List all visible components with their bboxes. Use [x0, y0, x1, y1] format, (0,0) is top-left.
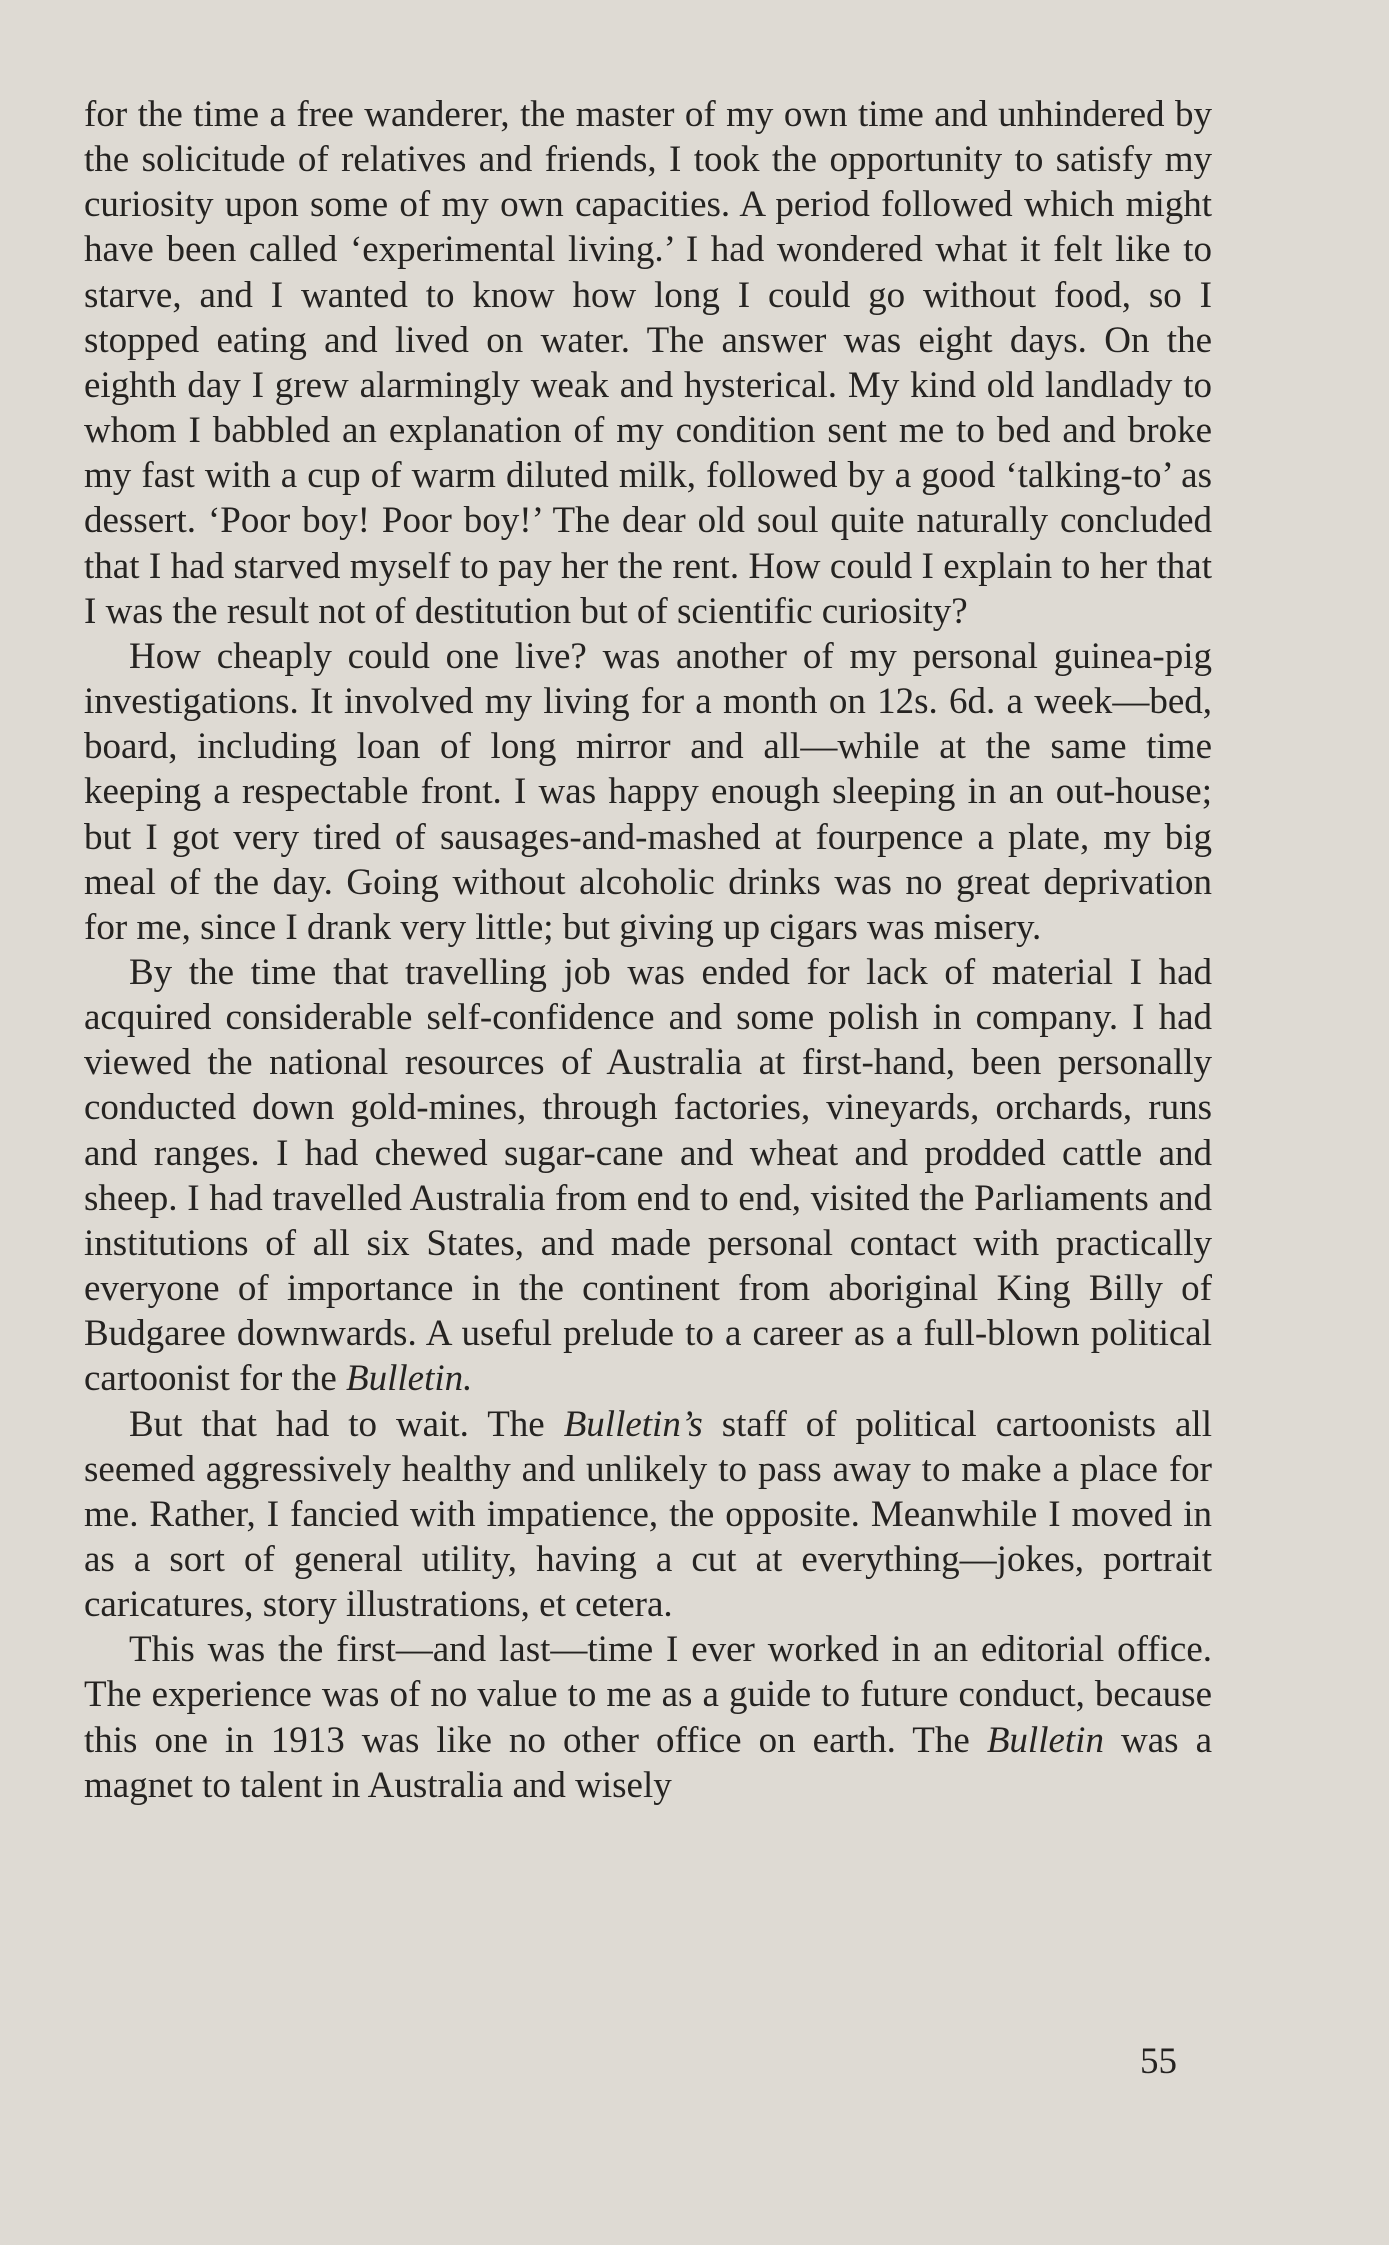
paragraph [84, 1402, 1212, 1628]
paragraph-text: for the time a free wanderer, the master of my own time and unhindered by the solicitude of relatives and friends, I took the opportunity to satisfy my curiosity upon some of my own capacities. A period followed which might have been called ‘experimental living.’ I had wondered what it felt like to starve, and I wanted to know how long I could go without food, so I stopped eating and lived on water. The answer was eight days. On the eighth day I grew alarmingly weak and hysterical. My kind old landlady to whom I babbled an explanation of my condition sent me to bed and broke my fast with a cup of warm diluted milk, followed by a good ‘talking-to’ as dessert. ‘Poor boy! Poor boy!’ The dear old soul quite naturally concluded that I had starved myself to pay her the rent. How could I explain to her that I was the result not of destitution but of scientific curiosity? [84, 94, 1212, 632]
paragraph [84, 92, 1212, 634]
paragraph-text: How cheaply could one live? was another of my personal guinea-pig investigations. It involved my living for a month on 12s. 6d. a week—bed, board, including loan of long mirror and all—while at the same time keeping a respectable front. I was happy enough sleeping in an out-house; but I got very tired of sausages-and-mashed at fourpence a plate, my big meal of the day. Going without alcoholic drinks was no great deprivation for me, since I drank very little; but giving up cigars was misery. [84, 635, 1212, 948]
page-number: 55 [1140, 2041, 1177, 2082]
paragraph-text: This was the first—and last—time I ever worked in an editorial office. The experience was of no value to me as a guide to future conduct, because this one in 1913 was like no other office on earth. The [84, 1629, 1212, 1761]
paragraph [84, 1627, 1212, 1808]
paragraph-text: was a magnet to talent in Australia and wisely [84, 1719, 1213, 1806]
paragraph-text: But that had to wait. The [129, 1403, 564, 1445]
paragraph-text: staff of political cartoonists all seemed aggressively healthy and unlikely to pass away to make a place for me. Rather, I fancied with impatience, the opposite. Meanwhile I moved in as a sort of general utility, having a cut at everything—jokes, portrait caricatures, story illustrations, et cetera. [84, 1403, 1212, 1626]
italic-text: Bulletin [986, 1719, 1104, 1761]
paragraph-text: By the time that travelling job was ended for lack of material I had acquired considerable self-confidence and some polish in company. I had viewed the national resources of Australia at first-hand, been personally conducted down gold-mines, through factories, vineyards, orchards, runs and ranges. I had chewed sugar-cane and wheat and prodded cattle and sheep. I had travelled Australia from end to end, visited the Parliaments and institutions of all six States, and made personal contact with practically everyone of importance in the continent from aboriginal King Billy of Budgaree downwards. A useful prelude to a career as a full-blown political cartoonist for the [84, 951, 1212, 1400]
body-text [84, 92, 1212, 1808]
italic-text: Bulletin’s [563, 1403, 703, 1445]
italic-text: Bulletin. [346, 1358, 473, 1400]
paragraph [84, 634, 1212, 950]
paragraph [84, 950, 1212, 1402]
